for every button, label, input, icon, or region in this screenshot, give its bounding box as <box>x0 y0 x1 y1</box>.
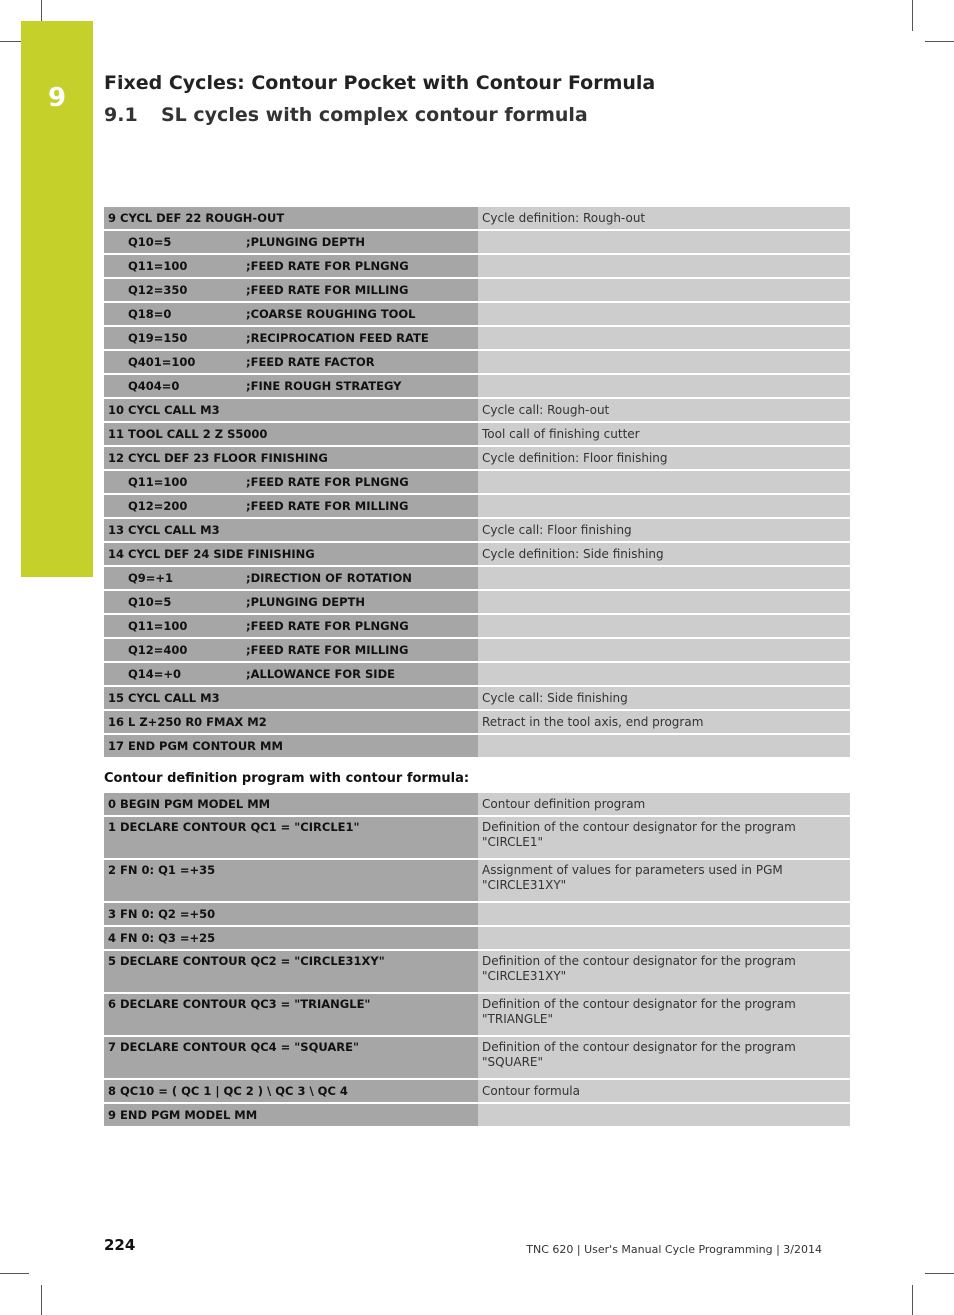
code-cell <box>104 327 478 349</box>
footer-text: TNC 620 | User's Manual Cycle Programming | 3/2014 <box>526 1243 822 1256</box>
table-row <box>104 327 850 349</box>
code-cell: 13 CYCL CALL M3 <box>104 519 478 541</box>
description-cell: Cycle definition: Side finishing <box>478 543 850 565</box>
parameter-comment: ;FEED RATE FOR MILLING <box>246 643 409 657</box>
table-row <box>104 1080 850 1102</box>
description-cell: Retract in the tool axis, end program <box>478 711 850 733</box>
parameter-comment: ;FEED RATE FOR PLNGNG <box>246 619 409 633</box>
description-cell: Assignment of values for parameters used in PGM "CIRCLE31XY" <box>478 860 850 901</box>
parameter-comment: ;FEED RATE FOR MILLING <box>246 283 409 297</box>
section-number: 9.1 <box>104 104 138 126</box>
code-cell: 5 DECLARE CONTOUR QC2 = "CIRCLE31XY" <box>104 951 478 992</box>
table-row <box>104 817 850 858</box>
parameter-comment: ;PLUNGING DEPTH <box>246 595 365 609</box>
section-title-text: SL cycles with complex contour formula <box>161 104 588 126</box>
crop-mark <box>925 41 954 42</box>
parameter-value: Q12=350 <box>128 283 188 297</box>
code-cell <box>104 303 478 325</box>
code-cell: 11 TOOL CALL 2 Z S5000 <box>104 423 478 445</box>
code-cell: 15 CYCL CALL M3 <box>104 687 478 709</box>
parameter-value: Q12=200 <box>128 499 188 513</box>
code-cell <box>104 567 478 589</box>
chapter-number: 9 <box>47 83 67 113</box>
description-cell: Definition of the contour designator for the program "SQUARE" <box>478 1037 850 1078</box>
description-cell <box>478 567 850 589</box>
code-cell: 9 CYCL DEF 22 ROUGH-OUT <box>104 207 478 229</box>
crop-mark <box>41 1285 42 1315</box>
parameter-comment: ;FEED RATE FOR MILLING <box>246 499 409 513</box>
code-cell: 7 DECLARE CONTOUR QC4 = "SQUARE" <box>104 1037 478 1078</box>
parameter-comment: ;RECIPROCATION FEED RATE <box>246 331 429 345</box>
description-cell: Cycle call: Floor finishing <box>478 519 850 541</box>
code-cell <box>104 495 478 517</box>
description-cell: Cycle definition: Rough-out <box>478 207 850 229</box>
table-row <box>104 495 850 517</box>
parameter-value: Q9=+1 <box>128 571 174 585</box>
description-cell <box>478 591 850 613</box>
table-row <box>104 375 850 397</box>
table-row <box>104 207 850 229</box>
parameter-value: Q10=5 <box>128 595 172 609</box>
chapter-title: Fixed Cycles: Contour Pocket with Contour Formula <box>104 72 656 94</box>
table-row <box>104 1037 850 1078</box>
parameter-value: Q10=5 <box>128 235 172 249</box>
description-cell: Tool call of finishing cutter <box>478 423 850 445</box>
chapter-tab <box>21 21 93 577</box>
parameter-value: Q12=400 <box>128 643 188 657</box>
description-cell <box>478 351 850 373</box>
table-row <box>104 711 850 733</box>
description-cell <box>478 903 850 925</box>
table-row <box>104 303 850 325</box>
description-cell: Definition of the contour designator for the program "CIRCLE1" <box>478 817 850 858</box>
code-cell <box>104 351 478 373</box>
description-cell <box>478 255 850 277</box>
description-cell <box>478 927 850 949</box>
table-row <box>104 471 850 493</box>
description-cell: Definition of the contour designator for the program "CIRCLE31XY" <box>478 951 850 992</box>
crop-mark <box>0 41 21 42</box>
parameter-value: Q401=100 <box>128 355 196 369</box>
parameter-comment: ;COARSE ROUGHING TOOL <box>246 307 416 321</box>
table-row <box>104 735 850 757</box>
description-cell <box>478 279 850 301</box>
description-cell: Definition of the contour designator for the program "TRIANGLE" <box>478 994 850 1035</box>
description-cell: Cycle call: Rough-out <box>478 399 850 421</box>
code-cell: 16 L Z+250 R0 FMAX M2 <box>104 711 478 733</box>
code-cell: 14 CYCL DEF 24 SIDE FINISHING <box>104 543 478 565</box>
code-cell: 10 CYCL CALL M3 <box>104 399 478 421</box>
table-row <box>104 423 850 445</box>
code-cell <box>104 231 478 253</box>
description-cell <box>478 495 850 517</box>
description-cell <box>478 639 850 661</box>
table-row <box>104 860 850 901</box>
description-cell <box>478 375 850 397</box>
code-cell <box>104 375 478 397</box>
code-cell <box>104 591 478 613</box>
crop-mark <box>0 1273 29 1274</box>
parameter-value: Q14=+0 <box>128 667 182 681</box>
code-cell: 12 CYCL DEF 23 FLOOR FINISHING <box>104 447 478 469</box>
code-cell: 17 END PGM CONTOUR MM <box>104 735 478 757</box>
parameter-value: Q19=150 <box>128 331 188 345</box>
description-cell <box>478 327 850 349</box>
description-cell <box>478 303 850 325</box>
code-cell <box>104 615 478 637</box>
contour-heading: Contour definition program with contour formula: <box>104 771 470 786</box>
code-cell <box>104 639 478 661</box>
parameter-comment: ;FEED RATE FACTOR <box>246 355 375 369</box>
description-cell: Contour formula <box>478 1080 850 1102</box>
parameter-comment: ;FEED RATE FOR PLNGNG <box>246 475 409 489</box>
parameter-value: Q11=100 <box>128 259 188 273</box>
parameter-value: Q11=100 <box>128 475 188 489</box>
code-cell: 6 DECLARE CONTOUR QC3 = "TRIANGLE" <box>104 994 478 1035</box>
code-cell: 8 QC10 = ( QC 1 | QC 2 ) \ QC 3 \ QC 4 <box>104 1080 478 1102</box>
table-row <box>104 687 850 709</box>
parameter-value: Q18=0 <box>128 307 172 321</box>
table-row <box>104 447 850 469</box>
description-cell: Cycle definition: Floor finishing <box>478 447 850 469</box>
parameter-comment: ;PLUNGING DEPTH <box>246 235 365 249</box>
table-row <box>104 543 850 565</box>
code-cell: 3 FN 0: Q2 =+50 <box>104 903 478 925</box>
table-row <box>104 231 850 253</box>
parameter-comment: ;ALLOWANCE FOR SIDE <box>246 667 395 681</box>
table-row <box>104 663 850 685</box>
table-row <box>104 903 850 925</box>
code-cell <box>104 663 478 685</box>
program-table <box>104 205 850 759</box>
table-row <box>104 1104 850 1126</box>
table-row <box>104 639 850 661</box>
description-cell <box>478 735 850 757</box>
table-row <box>104 591 850 613</box>
parameter-value: Q11=100 <box>128 619 188 633</box>
crop-mark <box>925 1273 954 1274</box>
table-row <box>104 615 850 637</box>
table-row <box>104 255 850 277</box>
table-row <box>104 519 850 541</box>
code-cell <box>104 279 478 301</box>
table-row <box>104 793 850 815</box>
code-cell: 2 FN 0: Q1 =+35 <box>104 860 478 901</box>
code-cell: 9 END PGM MODEL MM <box>104 1104 478 1126</box>
description-cell <box>478 1104 850 1126</box>
section-title <box>104 104 588 126</box>
description-cell: Contour definition program <box>478 793 850 815</box>
parameter-value: Q404=0 <box>128 379 180 393</box>
table-row <box>104 927 850 949</box>
table-row <box>104 351 850 373</box>
page-number: 224 <box>104 1236 136 1254</box>
parameter-comment: ;DIRECTION OF ROTATION <box>246 571 412 585</box>
table-row <box>104 994 850 1035</box>
table-row <box>104 951 850 992</box>
description-cell <box>478 663 850 685</box>
parameter-comment: ;FINE ROUGH STRATEGY <box>246 379 402 393</box>
description-cell: Cycle call: Side finishing <box>478 687 850 709</box>
contour-table <box>104 791 850 1128</box>
description-cell <box>478 471 850 493</box>
description-cell <box>478 231 850 253</box>
parameter-comment: ;FEED RATE FOR PLNGNG <box>246 259 409 273</box>
crop-mark <box>912 1285 913 1315</box>
crop-mark <box>912 0 913 31</box>
table-row <box>104 567 850 589</box>
description-cell <box>478 615 850 637</box>
table-row <box>104 279 850 301</box>
table-row <box>104 399 850 421</box>
code-cell <box>104 255 478 277</box>
code-cell: 4 FN 0: Q3 =+25 <box>104 927 478 949</box>
code-cell: 0 BEGIN PGM MODEL MM <box>104 793 478 815</box>
code-cell <box>104 471 478 493</box>
code-cell: 1 DECLARE CONTOUR QC1 = "CIRCLE1" <box>104 817 478 858</box>
crop-mark <box>41 0 42 21</box>
